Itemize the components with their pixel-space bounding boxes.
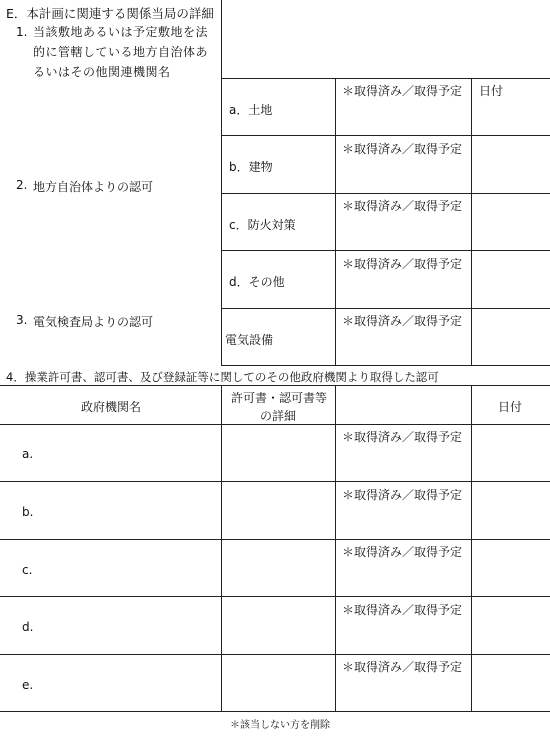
agency-row-c-status: ＊取得済み／取得予定 bbox=[342, 545, 463, 559]
agency-header: 政府機関名 bbox=[81, 400, 142, 414]
lower-divider-2 bbox=[335, 385, 336, 711]
details-header-line2: の詳細 bbox=[260, 409, 297, 423]
item2-number: 2. bbox=[16, 178, 28, 192]
lower-rule-b bbox=[0, 539, 550, 540]
approval-row-fire-label: c．防火対策 bbox=[229, 218, 296, 232]
agency-row-d-status: ＊取得済み／取得予定 bbox=[342, 603, 463, 617]
approval-row-fire-status: ＊取得済み／取得予定 bbox=[342, 199, 463, 213]
item1-text: 当該敷地あるいは予定敷地を法的に管轄している地方自治体あるいはその他関連機関名 bbox=[33, 25, 209, 79]
agency-row-b-status: ＊取得済み／取得予定 bbox=[342, 488, 463, 502]
approval-row-land-label: a．土地 bbox=[229, 103, 273, 117]
date-header-lower: 日付 bbox=[498, 400, 523, 414]
agency-row-e-status: ＊取得済み／取得予定 bbox=[342, 660, 463, 674]
agency-row-c-label: c. bbox=[22, 563, 33, 577]
lower-divider-3 bbox=[471, 385, 472, 711]
upper-rule-6 bbox=[221, 365, 550, 366]
agency-row-b-label: b. bbox=[22, 505, 34, 519]
upper-rule-5 bbox=[221, 308, 550, 309]
approval-row-other-label: d．その他 bbox=[229, 275, 285, 289]
upper-divider-date bbox=[471, 78, 472, 365]
upper-rule-1 bbox=[221, 78, 550, 79]
item1-number: 1. bbox=[16, 25, 28, 39]
item4-title: 4．操業許可書、認可書、及び登録証等に関してのその他政府機関より取得した認可 bbox=[6, 370, 439, 384]
details-header-line1: 許可書・認可書等 bbox=[231, 391, 328, 405]
upper-rule-3 bbox=[221, 193, 550, 194]
agency-row-a-status: ＊取得済み／取得予定 bbox=[342, 430, 463, 444]
approval-row-other-status: ＊取得済み／取得予定 bbox=[342, 257, 463, 271]
agency-row-e-label: e. bbox=[22, 678, 34, 692]
lower-rule-d bbox=[0, 654, 550, 655]
section-heading: E．本計画に関連する関係当局の詳細 bbox=[6, 6, 214, 21]
footnote: ＊該当しない方を削除 bbox=[230, 720, 330, 731]
lower-rule-a bbox=[0, 481, 550, 482]
agency-row-a-label: a. bbox=[22, 447, 34, 461]
lower-rule-c bbox=[0, 596, 550, 597]
approval-row-land-status: ＊取得済み／取得予定 bbox=[342, 84, 463, 98]
approval-row-building-status: ＊取得済み／取得予定 bbox=[342, 142, 463, 156]
upper-divider-left bbox=[221, 0, 222, 365]
lower-rule-e bbox=[0, 711, 550, 712]
lower-rule-header bbox=[0, 424, 550, 425]
item2-text: 地方自治体よりの認可 bbox=[33, 180, 154, 194]
lower-rule-top bbox=[0, 385, 550, 386]
electrical-row-status: ＊取得済み／取得予定 bbox=[342, 314, 463, 328]
date-header: 日付 bbox=[479, 84, 504, 98]
item3-text: 電気検査局よりの認可 bbox=[33, 315, 154, 329]
item3-number: 3. bbox=[16, 313, 28, 327]
upper-rule-2 bbox=[221, 135, 550, 136]
agency-row-d-label: d. bbox=[22, 620, 34, 634]
approval-row-building-label: b．建物 bbox=[229, 160, 273, 174]
upper-divider-status bbox=[335, 78, 336, 365]
electrical-row-label: 電気設備 bbox=[225, 333, 274, 347]
lower-divider-1 bbox=[221, 385, 222, 711]
upper-rule-4 bbox=[221, 250, 550, 251]
